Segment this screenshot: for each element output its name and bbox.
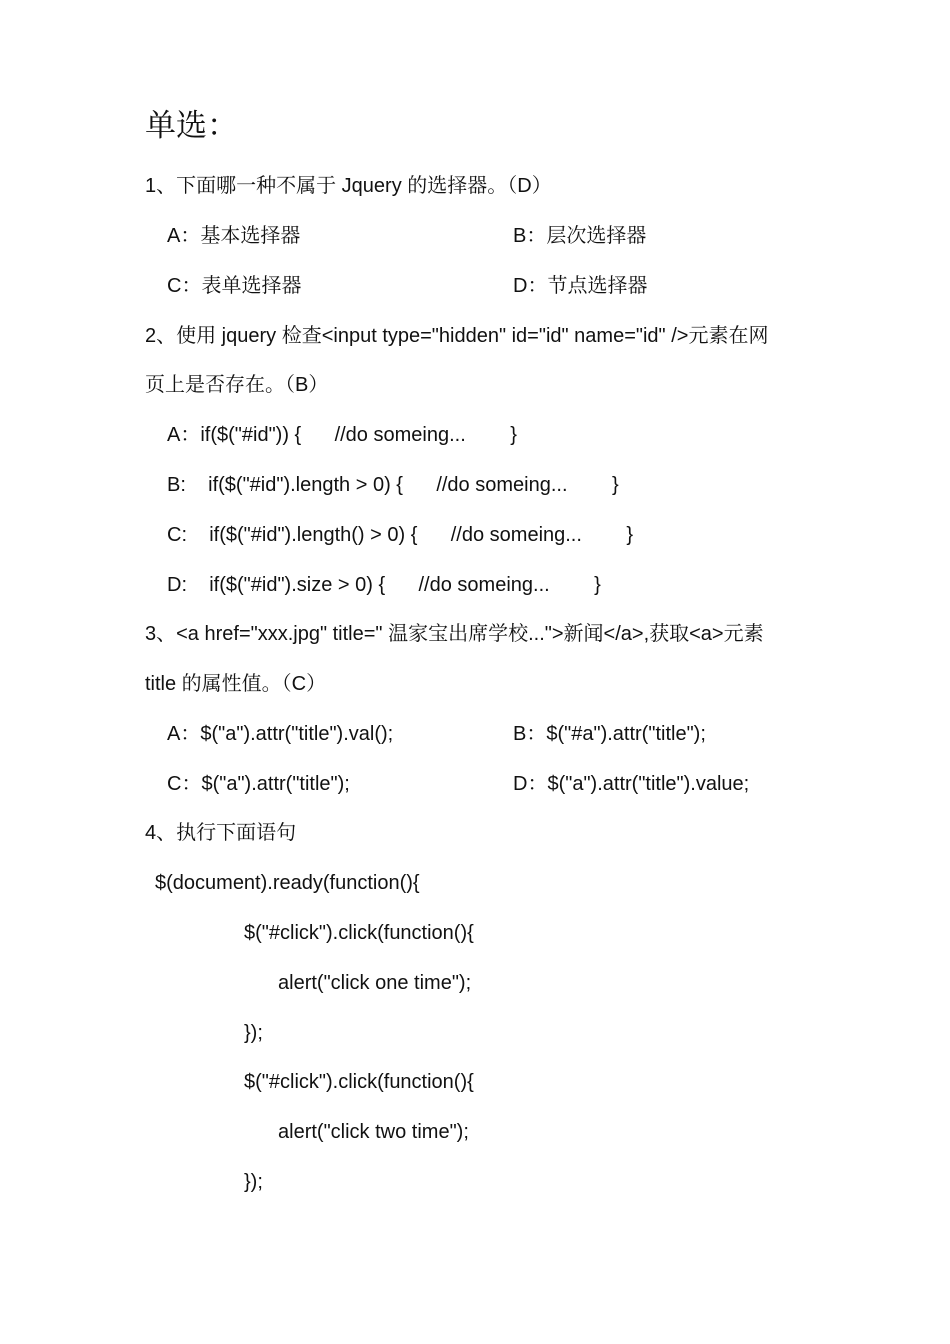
code-line-4: });: [244, 1022, 263, 1044]
question-2-option-b: B: if($("#id").length > 0) { //do someing... }: [167, 474, 619, 496]
section-title: 单选：: [145, 108, 238, 144]
question-1-option-b: B：层次选择器: [513, 225, 647, 247]
question-1-option-c: C：表单选择器: [167, 275, 302, 297]
question-2-stem-line-2: 页上是否存在。（B）: [145, 374, 329, 396]
question-4-stem: 4、执行下面语句: [145, 822, 297, 844]
code-line-6: alert("click two time");: [278, 1121, 469, 1143]
question-3-stem-line-2: title 的属性值。（C）: [145, 673, 327, 695]
question-3-option-b: B：$("#a").attr("title");: [513, 723, 706, 745]
question-2-option-c: C: if($("#id").length() > 0) { //do someing... }: [167, 524, 634, 546]
code-line-5: $("#click").click(function(){: [244, 1071, 474, 1093]
question-1-option-a: A：基本选择器: [167, 225, 301, 247]
question-3-stem-line-1: 3、<a href="xxx.jpg" title=" 温家宝出席学校...">新闻</a>,获取<a>元素: [145, 623, 764, 645]
code-line-1: $(document).ready(function(){: [155, 872, 420, 894]
question-2-option-d: D: if($("#id").size > 0) { //do someing... }: [167, 574, 601, 596]
question-3-option-c: C：$("a").attr("title");: [167, 773, 350, 795]
question-2-option-a: A：if($("#id")) { //do someing... }: [167, 424, 517, 446]
question-1-option-d: D：节点选择器: [513, 275, 648, 297]
code-line-2: $("#click").click(function(){: [244, 922, 474, 944]
question-3-option-d: D：$("a").attr("title").value;: [513, 773, 750, 795]
question-3-option-a: A：$("a").attr("title").val();: [167, 723, 394, 745]
code-line-7: });: [244, 1171, 263, 1193]
question-2-stem-line-1: 2、使用 jquery 检查<input type="hidden" id="id" name="id" />元素在网: [145, 325, 769, 347]
code-line-3: alert("click one time");: [278, 972, 472, 994]
question-1-stem: 1、下面哪一种不属于 Jquery 的选择器。（D）: [145, 175, 552, 197]
